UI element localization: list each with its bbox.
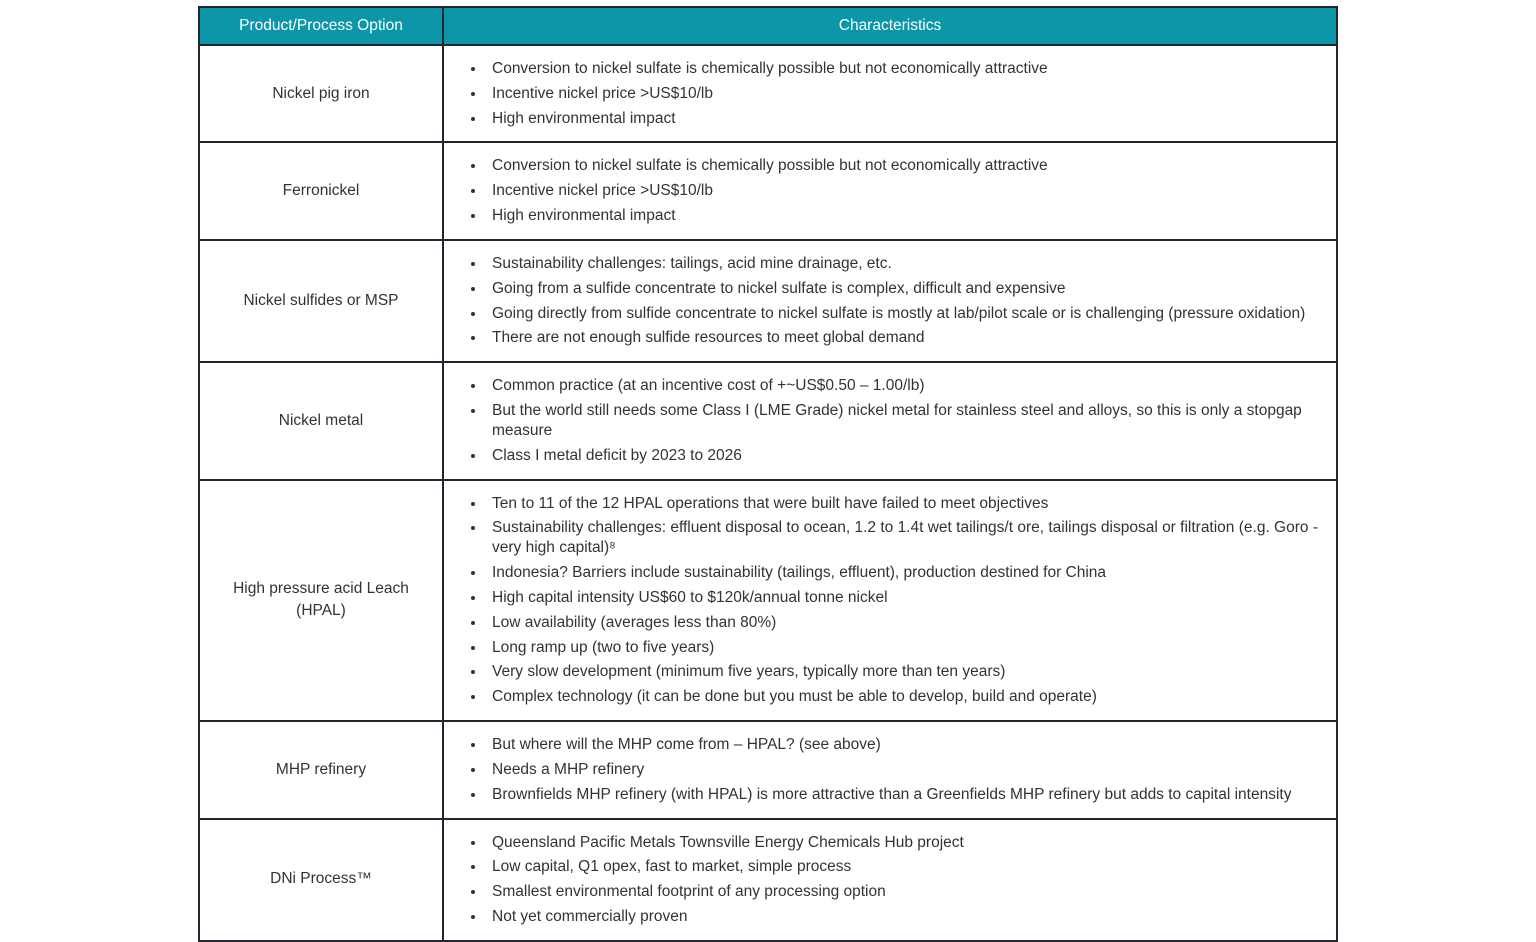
characteristic-item: • High environmental impact — [486, 109, 1322, 129]
characteristics-list — [444, 833, 1322, 927]
characteristic-item: • Queensland Pacific Metals Townsville Energy Chemicals Hub project — [486, 833, 1322, 853]
characteristics-cell — [443, 142, 1337, 239]
characteristic-item: • Very slow development (minimum five years, typically more than ten years) — [486, 662, 1322, 682]
characteristic-item: • Going directly from sulfide concentrate to nickel sulfate is mostly at lab/pilot scale or is challenging (pressure oxidation) — [486, 304, 1322, 324]
table-row — [199, 480, 1337, 721]
characteristics-list — [444, 494, 1322, 707]
characteristic-item: • Class I metal deficit by 2023 to 2026 — [486, 446, 1322, 466]
characteristic-item: • Conversion to nickel sulfate is chemically possible but not economically attractive — [486, 156, 1322, 176]
characteristics-cell — [443, 362, 1337, 479]
characteristics-list — [444, 59, 1322, 128]
characteristic-item: • Brownfields MHP refinery (with HPAL) is more attractive than a Greenfields MHP refinery but adds to capital intensity — [486, 785, 1322, 805]
characteristic-item: • Long ramp up (two to five years) — [486, 638, 1322, 658]
table-row — [199, 362, 1337, 479]
characteristic-item: • Sustainability challenges: tailings, acid mine drainage, etc. — [486, 254, 1322, 274]
characteristic-item: • Smallest environmental footprint of any processing option — [486, 882, 1322, 902]
table-row — [199, 45, 1337, 142]
header-characteristics: Characteristics — [443, 7, 1337, 45]
characteristic-item: • But where will the MHP come from – HPAL? (see above) — [486, 735, 1322, 755]
characteristic-item: • Low capital, Q1 opex, fast to market, simple process — [486, 857, 1322, 877]
characteristics-list — [444, 376, 1322, 465]
characteristic-item: • But the world still needs some Class I (LME Grade) nickel metal for stainless steel and alloys, so this is only a stopgap measure — [486, 401, 1322, 441]
characteristics-cell — [443, 45, 1337, 142]
option-cell: Ferronickel — [199, 142, 443, 239]
characteristic-item: • Incentive nickel price >US$10/lb — [486, 181, 1322, 201]
option-cell: MHP refinery — [199, 721, 443, 818]
option-cell: Nickel sulfides or MSP — [199, 240, 443, 362]
header-product-process-option: Product/Process Option — [199, 7, 443, 45]
characteristics-cell — [443, 240, 1337, 362]
characteristic-item: • Complex technology (it can be done but you must be able to develop, build and operate) — [486, 687, 1322, 707]
characteristics-list — [444, 735, 1322, 804]
characteristic-item: • High capital intensity US$60 to $120k/annual tonne nickel — [486, 588, 1322, 608]
characteristic-item: • Needs a MHP refinery — [486, 760, 1322, 780]
option-cell: Nickel pig iron — [199, 45, 443, 142]
characteristic-item: • Conversion to nickel sulfate is chemically possible but not economically attractive — [486, 59, 1322, 79]
option-cell: DNi Process™ — [199, 819, 443, 941]
product-process-table — [198, 6, 1338, 942]
table-row — [199, 819, 1337, 941]
characteristics-cell — [443, 721, 1337, 818]
option-cell: Nickel metal — [199, 362, 443, 479]
characteristic-item: • High environmental impact — [486, 206, 1322, 226]
characteristic-item: • Ten to 11 of the 12 HPAL operations that were built have failed to meet objectives — [486, 494, 1322, 514]
characteristic-item: • Going from a sulfide concentrate to nickel sulfate is complex, difficult and expensive — [486, 279, 1322, 299]
characteristic-item: • Sustainability challenges: effluent disposal to ocean, 1.2 to 1.4t wet tailings/t ore, tailings disposal or filtration (e.g. Goro - very high capital)⁸ — [486, 518, 1322, 558]
table-row — [199, 142, 1337, 239]
table-header-row — [199, 7, 1337, 45]
table-row — [199, 721, 1337, 818]
table-row — [199, 240, 1337, 362]
option-cell: High pressure acid Leach (HPAL) — [199, 480, 443, 721]
characteristics-list — [444, 156, 1322, 225]
characteristic-item: • Incentive nickel price >US$10/lb — [486, 84, 1322, 104]
characteristic-item: • Not yet commercially proven — [486, 907, 1322, 927]
characteristic-item: • Low availability (averages less than 80%) — [486, 613, 1322, 633]
characteristics-cell — [443, 819, 1337, 941]
characteristics-cell — [443, 480, 1337, 721]
characteristic-item: • Indonesia? Barriers include sustainability (tailings, effluent), production destined for China — [486, 563, 1322, 583]
characteristics-list — [444, 254, 1322, 348]
characteristic-item: • Common practice (at an incentive cost of +~US$0.50 – 1.00/lb) — [486, 376, 1322, 396]
characteristic-item: • There are not enough sulfide resources to meet global demand — [486, 328, 1322, 348]
